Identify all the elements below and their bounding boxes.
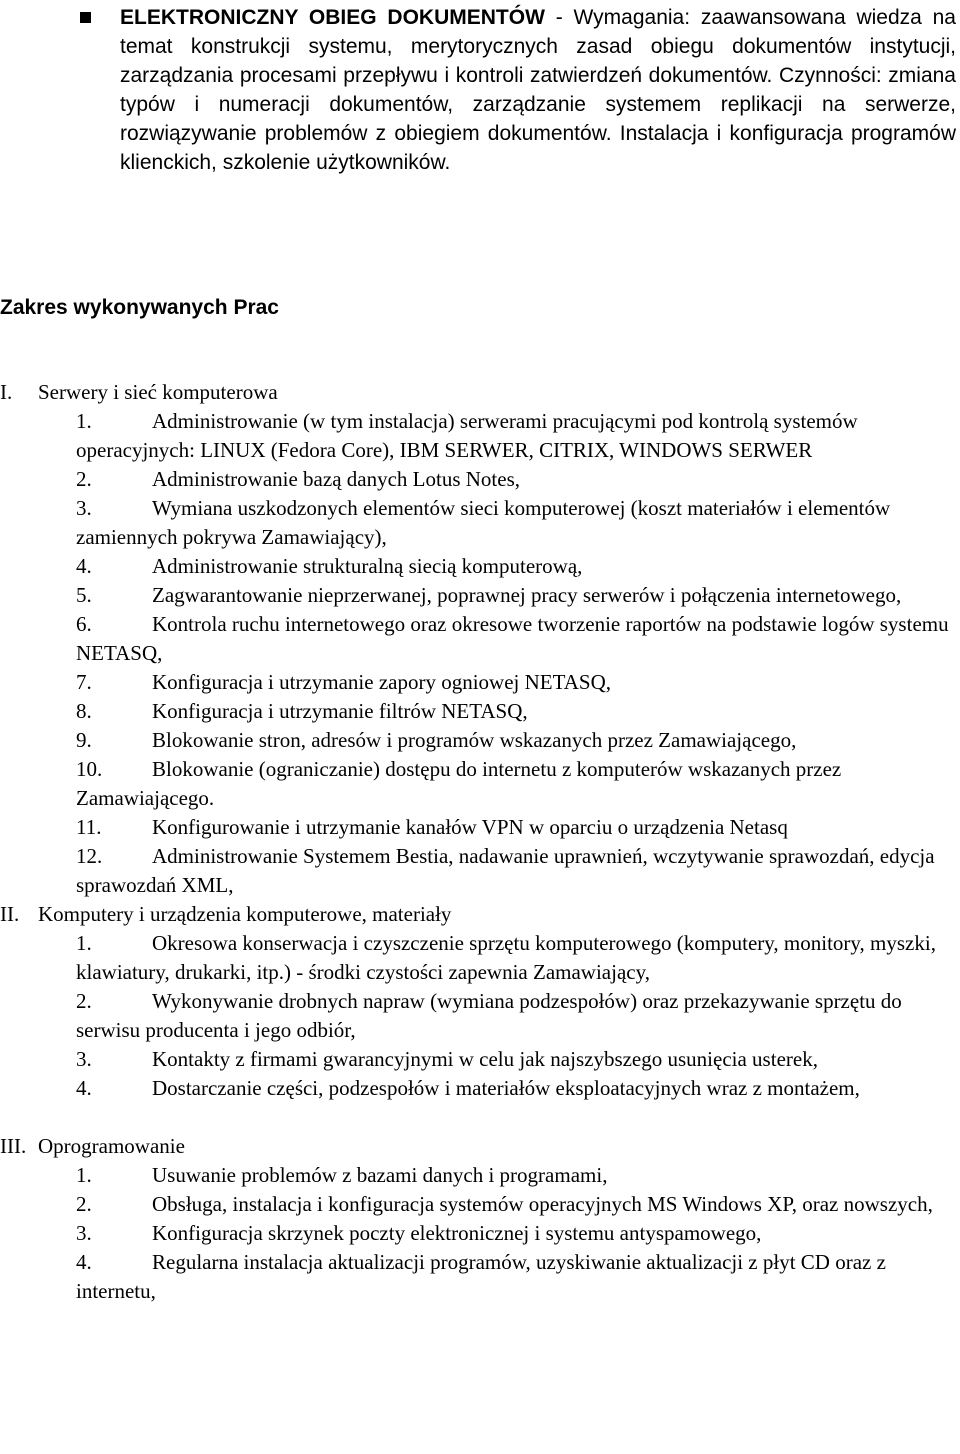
item-number: 10. [76,757,103,781]
item-text: Wymiana uszkodzonych elementów sieci komputerowej (koszt materiałów i elementów zamiennych pokrywa Zamawiający), [76,496,891,549]
item-number: 12. [76,844,103,868]
group-number: I. [0,380,13,404]
item-number: 6. [76,612,92,636]
list-item [0,697,956,726]
list-item [0,842,956,900]
item-number: 1. [76,931,92,955]
group-title: Komputery i urządzenia komputerowe, materiały [38,902,452,926]
group-number: II. [0,902,20,926]
list-item [0,1161,956,1190]
item-number: 5. [76,583,92,607]
list-item [0,1045,956,1074]
item-text: Konfiguracja skrzynek poczty elektronicznej i systemu antyspamowego, [152,1221,762,1245]
list-item [0,755,956,813]
item-text: Wykonywanie drobnych napraw (wymiana podzespołów) oraz przekazywanie sprzętu do serwisu producenta i jego odbiór, [76,989,902,1042]
item-text: Konfiguracja i utrzymanie filtrów NETASQ, [152,699,528,723]
intro-title: ELEKTRONICZNY OBIEG DOKUMENTÓW [120,6,545,29]
item-text: Konfiguracja i utrzymanie zapory ogniowej NETASQ, [152,670,612,694]
group-title: Oprogramowanie [38,1134,185,1158]
item-text: Kontrola ruchu internetowego oraz okresowe tworzenie raportów na podstawie logów systemu NETASQ, [76,612,949,665]
item-number: 3. [76,1047,92,1071]
group-spacer [0,1103,956,1132]
list-item [0,813,956,842]
list-item [0,668,956,697]
list-item [0,929,956,987]
list-item [0,610,956,668]
item-number: 3. [76,496,92,520]
list-item [0,987,956,1045]
item-text: Administrowanie bazą danych Lotus Notes, [152,467,520,491]
group-heading [0,900,956,929]
item-number: 11. [76,815,102,839]
list-item [0,1248,956,1306]
group-heading [0,378,956,407]
group-heading [0,1132,956,1161]
item-number: 8. [76,699,92,723]
item-number: 4. [76,1250,92,1274]
list-item [0,1190,956,1219]
item-number: 2. [76,989,92,1013]
list-item [0,494,956,552]
list-item [0,552,956,581]
intro-text: - Wymagania: zaawansowana wiedza na temat konstrukcji systemu, merytorycznych zasad obiegu dokumentów instytucji, zarządzania procesami przepływu i kontroli zatwierdzeń dokumentów. Czynności: zmiana typów i numeracji dokumentów, zarządzanie systemem replikacji na serwerze, rozwiązywanie problemów z obiegiem dokumentów. Instalacja i konfiguracja programów klienckich, szkolenie użytkowników. [120,6,956,174]
item-number: 2. [76,1192,92,1216]
group-title: Serwery i sieć komputerowa [38,380,278,404]
intro-paragraph [120,3,956,177]
item-text: Konfigurowanie i utrzymanie kanałów VPN w oparciu o urządzenia Netasq [152,815,788,839]
item-text: Administrowanie strukturalną siecią komputerową, [152,554,583,578]
list-item [0,1074,956,1103]
item-text: Okresowa konserwacja i czyszczenie sprzętu komputerowego (komputery, monitory, myszki, klawiatury, drukarki, itp.) - środki czystości zapewnia Zamawiający, [76,931,936,984]
list-item [0,581,956,610]
item-text: Administrowanie (w tym instalacja) serwerami pracującymi pod kontrolą systemów operacyjnych: LINUX (Fedora Core), IBM SERWER, CITRIX, WINDOWS SERWER [76,409,858,462]
item-number: 1. [76,1163,92,1187]
item-text: Kontakty z firmami gwarancyjnymi w celu jak najszybszego usunięcia usterek, [152,1047,818,1071]
item-text: Usuwanie problemów z bazami danych i programami, [152,1163,608,1187]
item-number: 3. [76,1221,92,1245]
item-number: 4. [76,554,92,578]
item-text: Administrowanie Systemem Bestia, nadawanie uprawnień, wczytywanie sprawozdań, edycja sprawozdań XML, [76,844,935,897]
item-text: Obsługa, instalacja i konfiguracja systemów operacyjnych MS Windows XP, oraz nowszych, [152,1192,933,1216]
list-item [0,465,956,494]
list-item [0,407,956,465]
item-text: Regularna instalacja aktualizacji programów, uzyskiwanie aktualizacji z płyt CD oraz z internetu, [76,1250,886,1303]
item-text: Dostarczanie części, podzespołów i materiałów eksploatacyjnych wraz z montażem, [152,1076,860,1100]
list-item [0,726,956,755]
item-text: Zagwarantowanie nieprzerwanej, poprawnej pracy serwerów i połączenia internetowego, [152,583,902,607]
item-text: Blokowanie (ograniczanie) dostępu do internetu z komputerów wskazanych przez Zamawiającego. [76,757,842,810]
item-number: 4. [76,1076,92,1100]
square-bullet-icon [80,12,91,23]
item-number: 1. [76,409,92,433]
item-number: 9. [76,728,92,752]
group-number: III. [0,1134,27,1158]
item-text: Blokowanie stron, adresów i programów wskazanych przez Zamawiającego, [152,728,797,752]
section-heading: Zakres wykonywanych Prac [0,296,279,319]
item-number: 2. [76,467,92,491]
list-item [0,1219,956,1248]
scope-list [0,378,956,1306]
item-number: 7. [76,670,92,694]
